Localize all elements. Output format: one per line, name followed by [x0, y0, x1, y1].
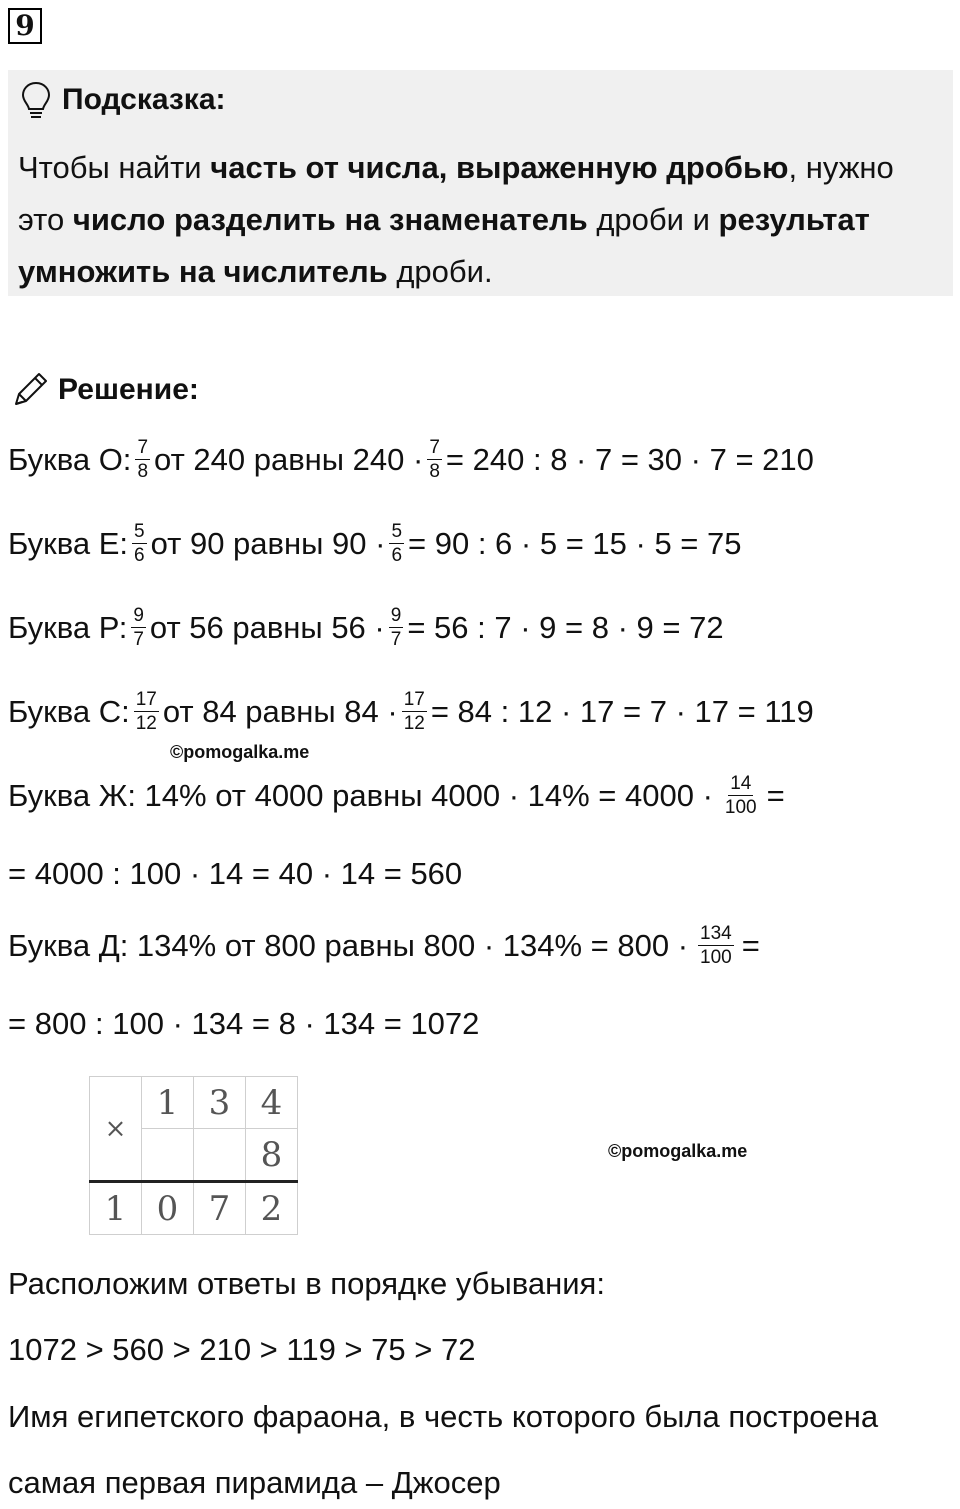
line-label: Буква Е: — [8, 525, 128, 561]
fraction-denominator: 12 — [403, 713, 425, 734]
solution-line-e — [8, 522, 742, 565]
digit-cell: 1 — [142, 1077, 194, 1129]
fraction-numerator: 7 — [137, 437, 149, 458]
operator-cell: × — [90, 1077, 142, 1182]
fraction — [723, 774, 759, 817]
fraction — [132, 522, 147, 565]
fraction-numerator: 134 — [700, 923, 732, 944]
line-result: = 56 : 7 · 9 = 8 · 9 = 72 — [407, 609, 724, 645]
hint-header — [20, 80, 226, 120]
table-row — [90, 1077, 298, 1129]
fraction — [427, 438, 442, 481]
fraction — [131, 606, 146, 649]
fraction-denominator: 7 — [133, 629, 144, 650]
digit-cell: 7 — [194, 1182, 246, 1235]
line-result: = — [766, 777, 785, 813]
line-label: Буква С: — [8, 693, 130, 729]
fraction-numerator: 5 — [391, 521, 403, 542]
solution-title: Решение: — [58, 373, 199, 406]
answer-line-1: Имя египетского фараона, в честь которого была построена — [8, 1399, 879, 1434]
hint-text-seg: , нужно это — [18, 150, 894, 237]
line-label: Буква О: — [8, 441, 132, 477]
order-title: Расположим ответы в порядке убывания: — [8, 1266, 605, 1301]
lightbulb-icon — [20, 80, 52, 120]
line-label: Буква Р: — [8, 609, 128, 645]
fraction — [134, 690, 159, 733]
hint-text-bold: результат умножить на числитель — [18, 202, 870, 289]
fraction-denominator: 6 — [134, 545, 145, 566]
digit-cell: 4 — [246, 1077, 298, 1129]
solution-line-zh-cont: = 4000 : 100 · 14 = 40 · 14 = 560 — [8, 856, 463, 891]
fraction-denominator: 100 — [700, 947, 732, 968]
hint-title: Подсказка: — [62, 83, 226, 116]
fraction-numerator: 7 — [429, 437, 440, 458]
line-mid: от 56 равны 56 · — [149, 609, 385, 645]
digit-cell: 2 — [246, 1182, 298, 1235]
digit-cell — [142, 1129, 194, 1182]
line-mid: от 240 равны 240 · — [154, 441, 424, 477]
fraction — [389, 522, 404, 565]
solution-line-r — [8, 606, 724, 649]
line-result: = 90 : 6 · 5 = 15 · 5 = 75 — [408, 525, 742, 561]
table-result-row — [90, 1182, 298, 1235]
fraction — [389, 606, 404, 649]
solution-line-d — [8, 924, 760, 967]
solution-header — [10, 368, 199, 412]
hint-text-bold: часть от числа, выраженную дробью — [210, 150, 789, 185]
line-mid: от 90 равны 90 · — [150, 525, 386, 561]
digit-cell: 8 — [246, 1129, 298, 1182]
solution-line-zh — [8, 774, 785, 817]
fraction — [402, 690, 427, 733]
fraction-denominator: 100 — [724, 797, 757, 818]
fraction — [135, 438, 150, 481]
digit-cell: 0 — [142, 1182, 194, 1235]
line-mid: от 84 равны 84 · — [162, 693, 398, 729]
fraction-denominator: 8 — [137, 461, 149, 482]
hint-text-seg: Чтобы найти — [18, 150, 211, 185]
fraction-numerator: 17 — [135, 689, 157, 710]
solution-line-d-cont: = 800 : 100 · 134 = 8 · 134 = 1072 — [8, 1006, 480, 1041]
hint-text — [18, 142, 943, 298]
watermark: ©pomogalka.me — [170, 742, 310, 762]
fraction-denominator: 7 — [390, 629, 402, 650]
hint-text-seg: дроби. — [387, 254, 493, 289]
line-result: = 240 : 8 · 7 = 30 · 7 = 210 — [445, 441, 814, 477]
solution-line-s — [8, 690, 814, 733]
fraction-denominator: 12 — [135, 713, 157, 734]
watermark: ©pomogalka.me — [608, 1141, 748, 1161]
fraction-numerator: 9 — [390, 605, 402, 626]
fraction — [698, 924, 734, 967]
solution-line-o — [8, 438, 814, 481]
hint-text-seg: дроби и — [587, 202, 719, 237]
digit-cell — [194, 1129, 246, 1182]
digit-cell: 1 — [90, 1182, 142, 1235]
fraction-denominator: 8 — [429, 461, 440, 482]
fraction-numerator: 5 — [134, 521, 145, 542]
line-text: Буква Д: 134% от 800 равны 800 · 134% = 800 · — [8, 927, 689, 963]
order-line: 1072 > 560 > 210 > 119 > 75 > 72 — [8, 1332, 476, 1367]
multiplication-table — [89, 1076, 298, 1235]
pencil-icon — [10, 370, 50, 410]
line-result: = 84 : 12 · 17 = 7 · 17 = 119 — [430, 693, 814, 729]
line-result: = — [741, 927, 760, 963]
fraction-numerator: 17 — [403, 689, 425, 710]
line-text: Буква Ж: 14% от 4000 равны 4000 · 14% = 4000 · — [8, 777, 713, 813]
fraction-numerator: 9 — [133, 605, 144, 626]
digit-cell: 3 — [194, 1077, 246, 1129]
fraction-denominator: 6 — [391, 545, 403, 566]
answer-line-2: самая первая пирамида – Джосер — [8, 1465, 501, 1500]
task-number: 9 — [8, 8, 42, 44]
hint-text-bold: число разделить на знаменатель — [72, 202, 588, 237]
fraction-numerator: 14 — [730, 773, 752, 794]
